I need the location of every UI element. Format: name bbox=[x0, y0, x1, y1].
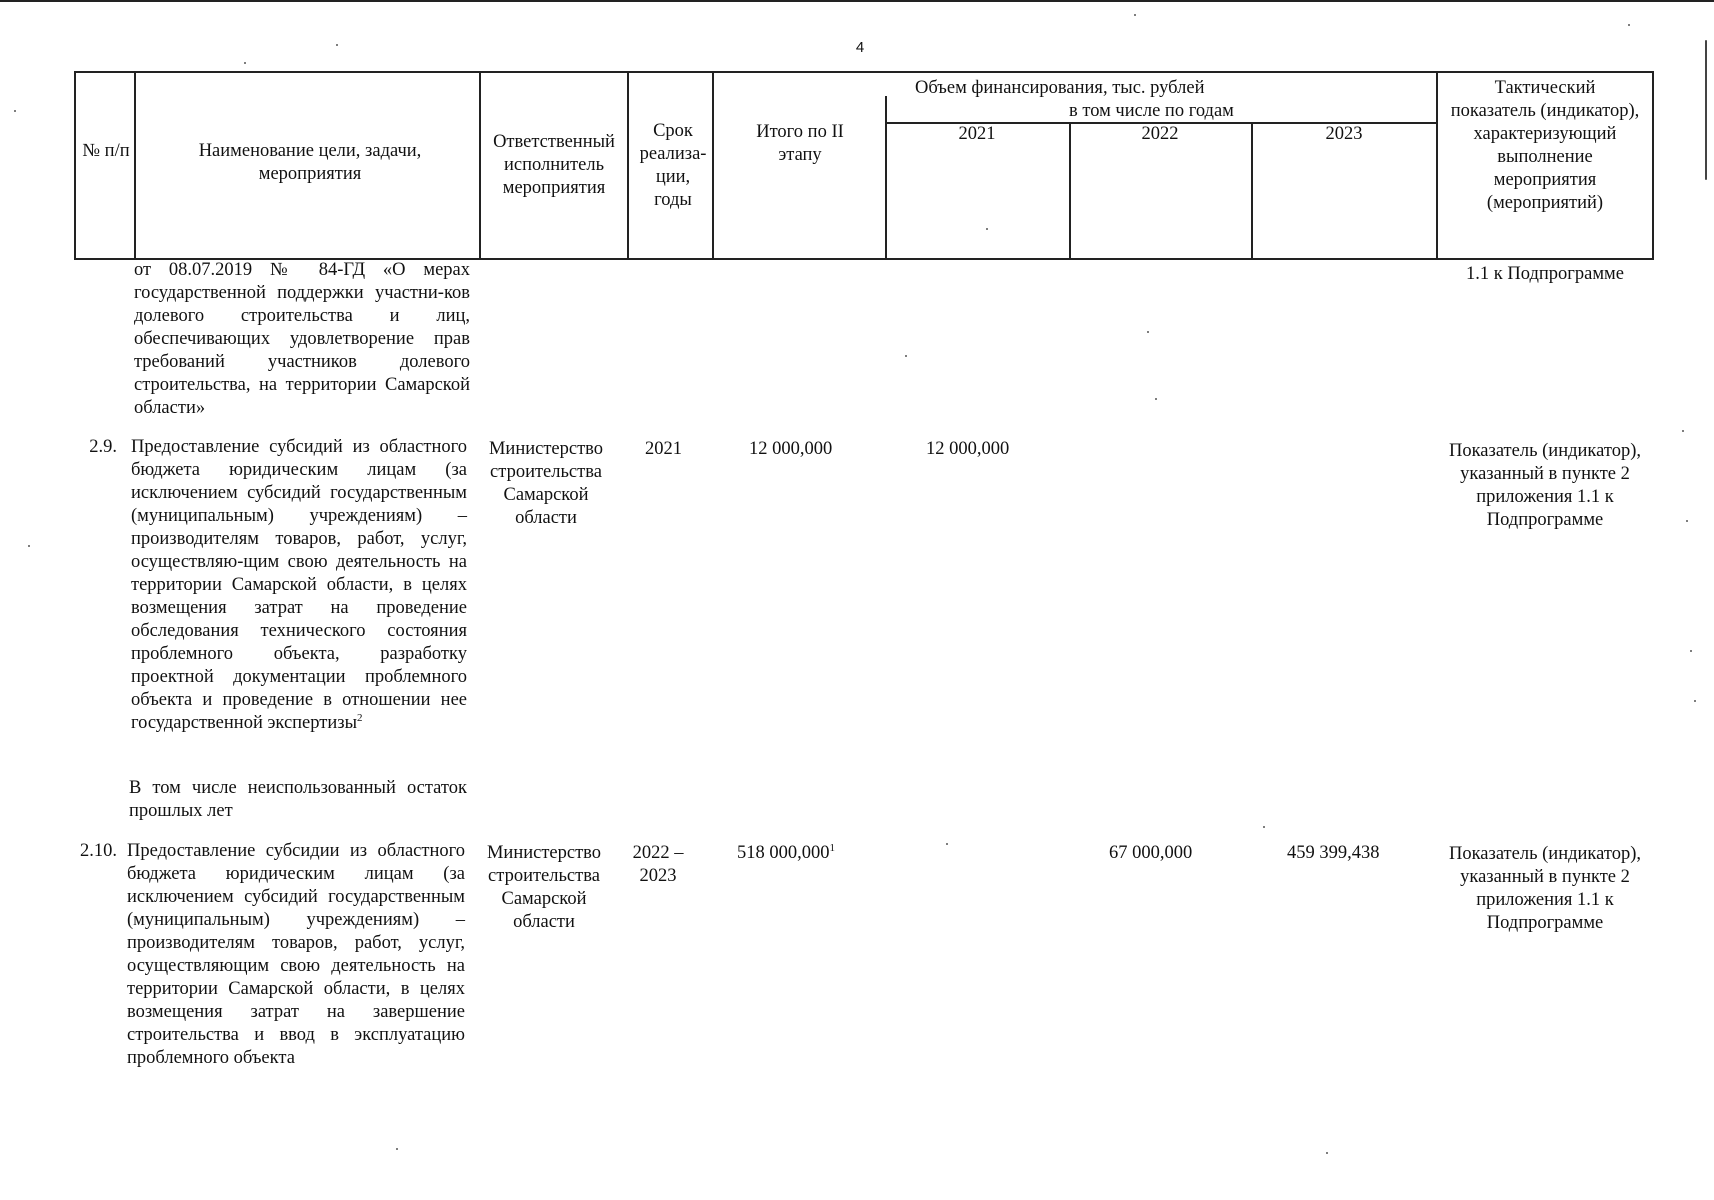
header-year-2022: 2022 bbox=[1141, 124, 1179, 144]
scan-speck bbox=[396, 1148, 398, 1150]
row-term: 2021 bbox=[645, 439, 682, 459]
row-total-value: 12 000,000 bbox=[749, 439, 833, 459]
row-executor: Министерство строительства Самарской области bbox=[486, 843, 602, 932]
scan-speck bbox=[1690, 650, 1692, 652]
row-2023: 459 399,438 bbox=[1287, 843, 1380, 863]
page-number: 4 bbox=[855, 39, 865, 56]
header-total: Итого по II этапу bbox=[756, 122, 844, 165]
scan-speck bbox=[1326, 1152, 1328, 1154]
col-border bbox=[1436, 71, 1438, 260]
row-executor: Министерство строительства Самарской области bbox=[488, 439, 604, 528]
row-indicator: Показатель (индикатор), указанный в пункте 2 приложения 1.1 к Подпрограмме bbox=[1448, 844, 1641, 933]
col-border bbox=[74, 71, 76, 260]
scan-edge bbox=[1705, 40, 1707, 180]
col-border bbox=[712, 71, 714, 260]
row-name bbox=[127, 840, 465, 1070]
continuation-name: от 08.07.2019 № 84-ГД «О мерах государственной поддержки участни-ков долевого строительства и лиц, обеспечивающих удовлетворение прав требований участников долевого строительства, на территории Самарской области» bbox=[134, 260, 470, 418]
row-name-text: Предоставление субсидий из областного бюджета юридическим лицам (за исключением субсидий государственным (муниципальным) учреждениям) – производителям товаров, работ, услуг, осуществляю-щим свою деятельность на территории Самарской области, в целях возмещения затрат на проведение обследования технического состояния проблемного объекта, разработку проектной документации проблемного объекта и проведение в отношении нее государственной экспертизы bbox=[131, 437, 467, 733]
header-num: № п/п bbox=[82, 141, 130, 161]
scan-speck bbox=[986, 228, 988, 230]
scan-speck bbox=[1134, 14, 1136, 16]
row-2022: 67 000,000 bbox=[1109, 843, 1193, 863]
row-name-text: Предоставление субсидии из областного бюджета юридическим лицам (за исключением субсидий государственным (муниципальным) учреждениям) – производителям товаров, работ, услуг, осуществляющим свою деятельность на территории Самарской области, в целях возмещения затрат на завершение строительства и ввод в эксплуатацию проблемного объекта bbox=[127, 841, 465, 1068]
scan-speck bbox=[1263, 826, 1265, 828]
header-funding-title: Объем финансирования, тыс. рублей bbox=[915, 78, 1205, 98]
col-border bbox=[1652, 71, 1654, 260]
scan-speck bbox=[28, 545, 30, 547]
scan-speck bbox=[14, 110, 16, 112]
row-subnote: В том числе неиспользованный остаток прошлых лет bbox=[129, 778, 467, 821]
scan-speck bbox=[1694, 700, 1696, 702]
header-name: Наименование цели, задачи, мероприятия bbox=[198, 141, 422, 184]
row-num: 2.10. bbox=[80, 841, 117, 861]
scan-speck bbox=[946, 843, 948, 845]
scan-speck bbox=[1628, 24, 1630, 26]
footnote-mark: 1 bbox=[829, 841, 835, 854]
row-term: 2022 – 2023 bbox=[632, 843, 684, 886]
row-name bbox=[131, 436, 467, 735]
row-total bbox=[737, 842, 877, 865]
header-executor: Ответственный исполнитель мероприятия bbox=[493, 132, 615, 198]
row-num: 2.9. bbox=[89, 437, 117, 457]
scan-speck bbox=[1147, 331, 1149, 333]
top-border-rule bbox=[0, 0, 1714, 2]
continuation-indicator: 1.1 к Подпрограмме bbox=[1466, 264, 1624, 284]
scan-speck bbox=[1682, 430, 1684, 432]
footnote-mark: 2 bbox=[357, 711, 363, 724]
scan-speck bbox=[244, 62, 246, 64]
scan-speck bbox=[1155, 398, 1157, 400]
col-border bbox=[627, 71, 629, 260]
scan-speck bbox=[336, 44, 338, 46]
col-border bbox=[885, 96, 887, 260]
header-year-2023: 2023 bbox=[1325, 124, 1363, 144]
row-2021: 12 000,000 bbox=[926, 439, 1010, 459]
row-total bbox=[749, 438, 879, 461]
header-indicator: Тактический показатель (индикатор), характеризующий выполнение мероприятия (мероприятий) bbox=[1450, 78, 1640, 213]
header-funding-sub: в том числе по годам bbox=[1069, 101, 1234, 121]
header-top-border bbox=[74, 71, 1654, 73]
col-border bbox=[479, 71, 481, 260]
row-indicator: Показатель (индикатор), указанный в пункте 2 приложения 1.1 к Подпрограмме bbox=[1448, 441, 1641, 530]
header-term: Срок реализа-ции, годы bbox=[639, 121, 707, 210]
scan-speck bbox=[1686, 520, 1688, 522]
col-border bbox=[134, 71, 136, 260]
header-year-2021: 2021 bbox=[958, 124, 996, 144]
row-total-value: 518 000,000 bbox=[737, 843, 830, 863]
scan-speck bbox=[905, 355, 907, 357]
